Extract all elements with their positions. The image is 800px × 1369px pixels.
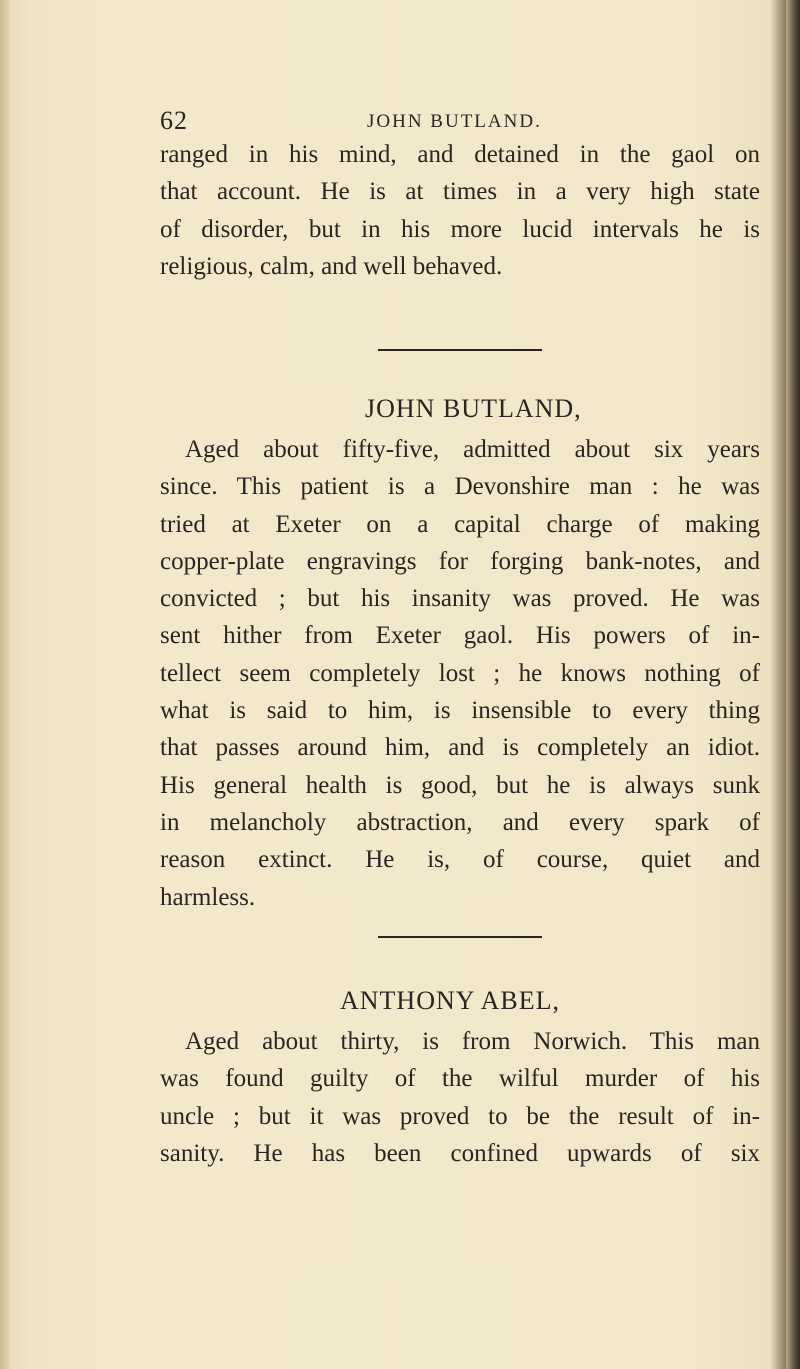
text-line: uncle ; but it was proved to be the result of in- <box>160 1102 760 1130</box>
text-line: convicted ; but his insanity was proved. He was <box>160 585 760 613</box>
text-line: reason extinct. He is, of course, quiet and <box>160 846 760 874</box>
section-paragraph-anthony-abel <box>160 1023 760 1172</box>
running-head: JOHN BUTLAND. <box>367 111 542 132</box>
text-line: that account. He is at times in a very high state <box>160 178 760 206</box>
section-divider <box>378 349 542 351</box>
text-line: Aged about thirty, is from Norwich. This man <box>185 1028 760 1055</box>
section-heading-john-butland: JOHN BUTLAND, <box>365 394 582 423</box>
text-line: in melancholy abstraction, and every spark of <box>160 808 760 836</box>
text-line: harmless. <box>160 883 256 911</box>
text-line: tried at Exeter on a capital charge of making <box>160 510 760 538</box>
text-line: Aged about fifty-five, admitted about six years <box>185 436 760 463</box>
section-paragraph-john-butland <box>160 431 760 916</box>
page-header <box>160 106 760 140</box>
text-line: sent hither from Exeter gaol. His powers of in- <box>160 622 760 650</box>
section-divider <box>378 936 542 938</box>
text-line: was found guilty of the wilful murder of his <box>160 1065 760 1093</box>
intro-paragraph <box>160 136 760 285</box>
text-line: religious, calm, and well behaved. <box>160 252 503 280</box>
text-line: since. This patient is a Devonshire man : he was <box>160 473 760 501</box>
text-line: tellect seem completely lost ; he knows nothing of <box>160 659 760 687</box>
text-line: ranged in his mind, and detained in the gaol on <box>160 141 760 168</box>
text-line: that passes around him, and is completely an idiot. <box>160 734 760 762</box>
text-line: what is said to him, is insensible to every thing <box>160 697 760 725</box>
text-line: sanity. He has been confined upwards of six <box>160 1139 760 1167</box>
text-line: of disorder, but in his more lucid intervals he is <box>160 215 760 243</box>
text-line: His general health is good, but he is always sunk <box>160 771 760 799</box>
page-edge <box>786 0 800 1369</box>
text-line: copper-plate engravings for forging bank-notes, and <box>160 547 760 575</box>
page-number: 62 <box>160 106 188 135</box>
section-heading-anthony-abel: ANTHONY ABEL, <box>340 986 561 1015</box>
page-gutter <box>0 0 10 1369</box>
